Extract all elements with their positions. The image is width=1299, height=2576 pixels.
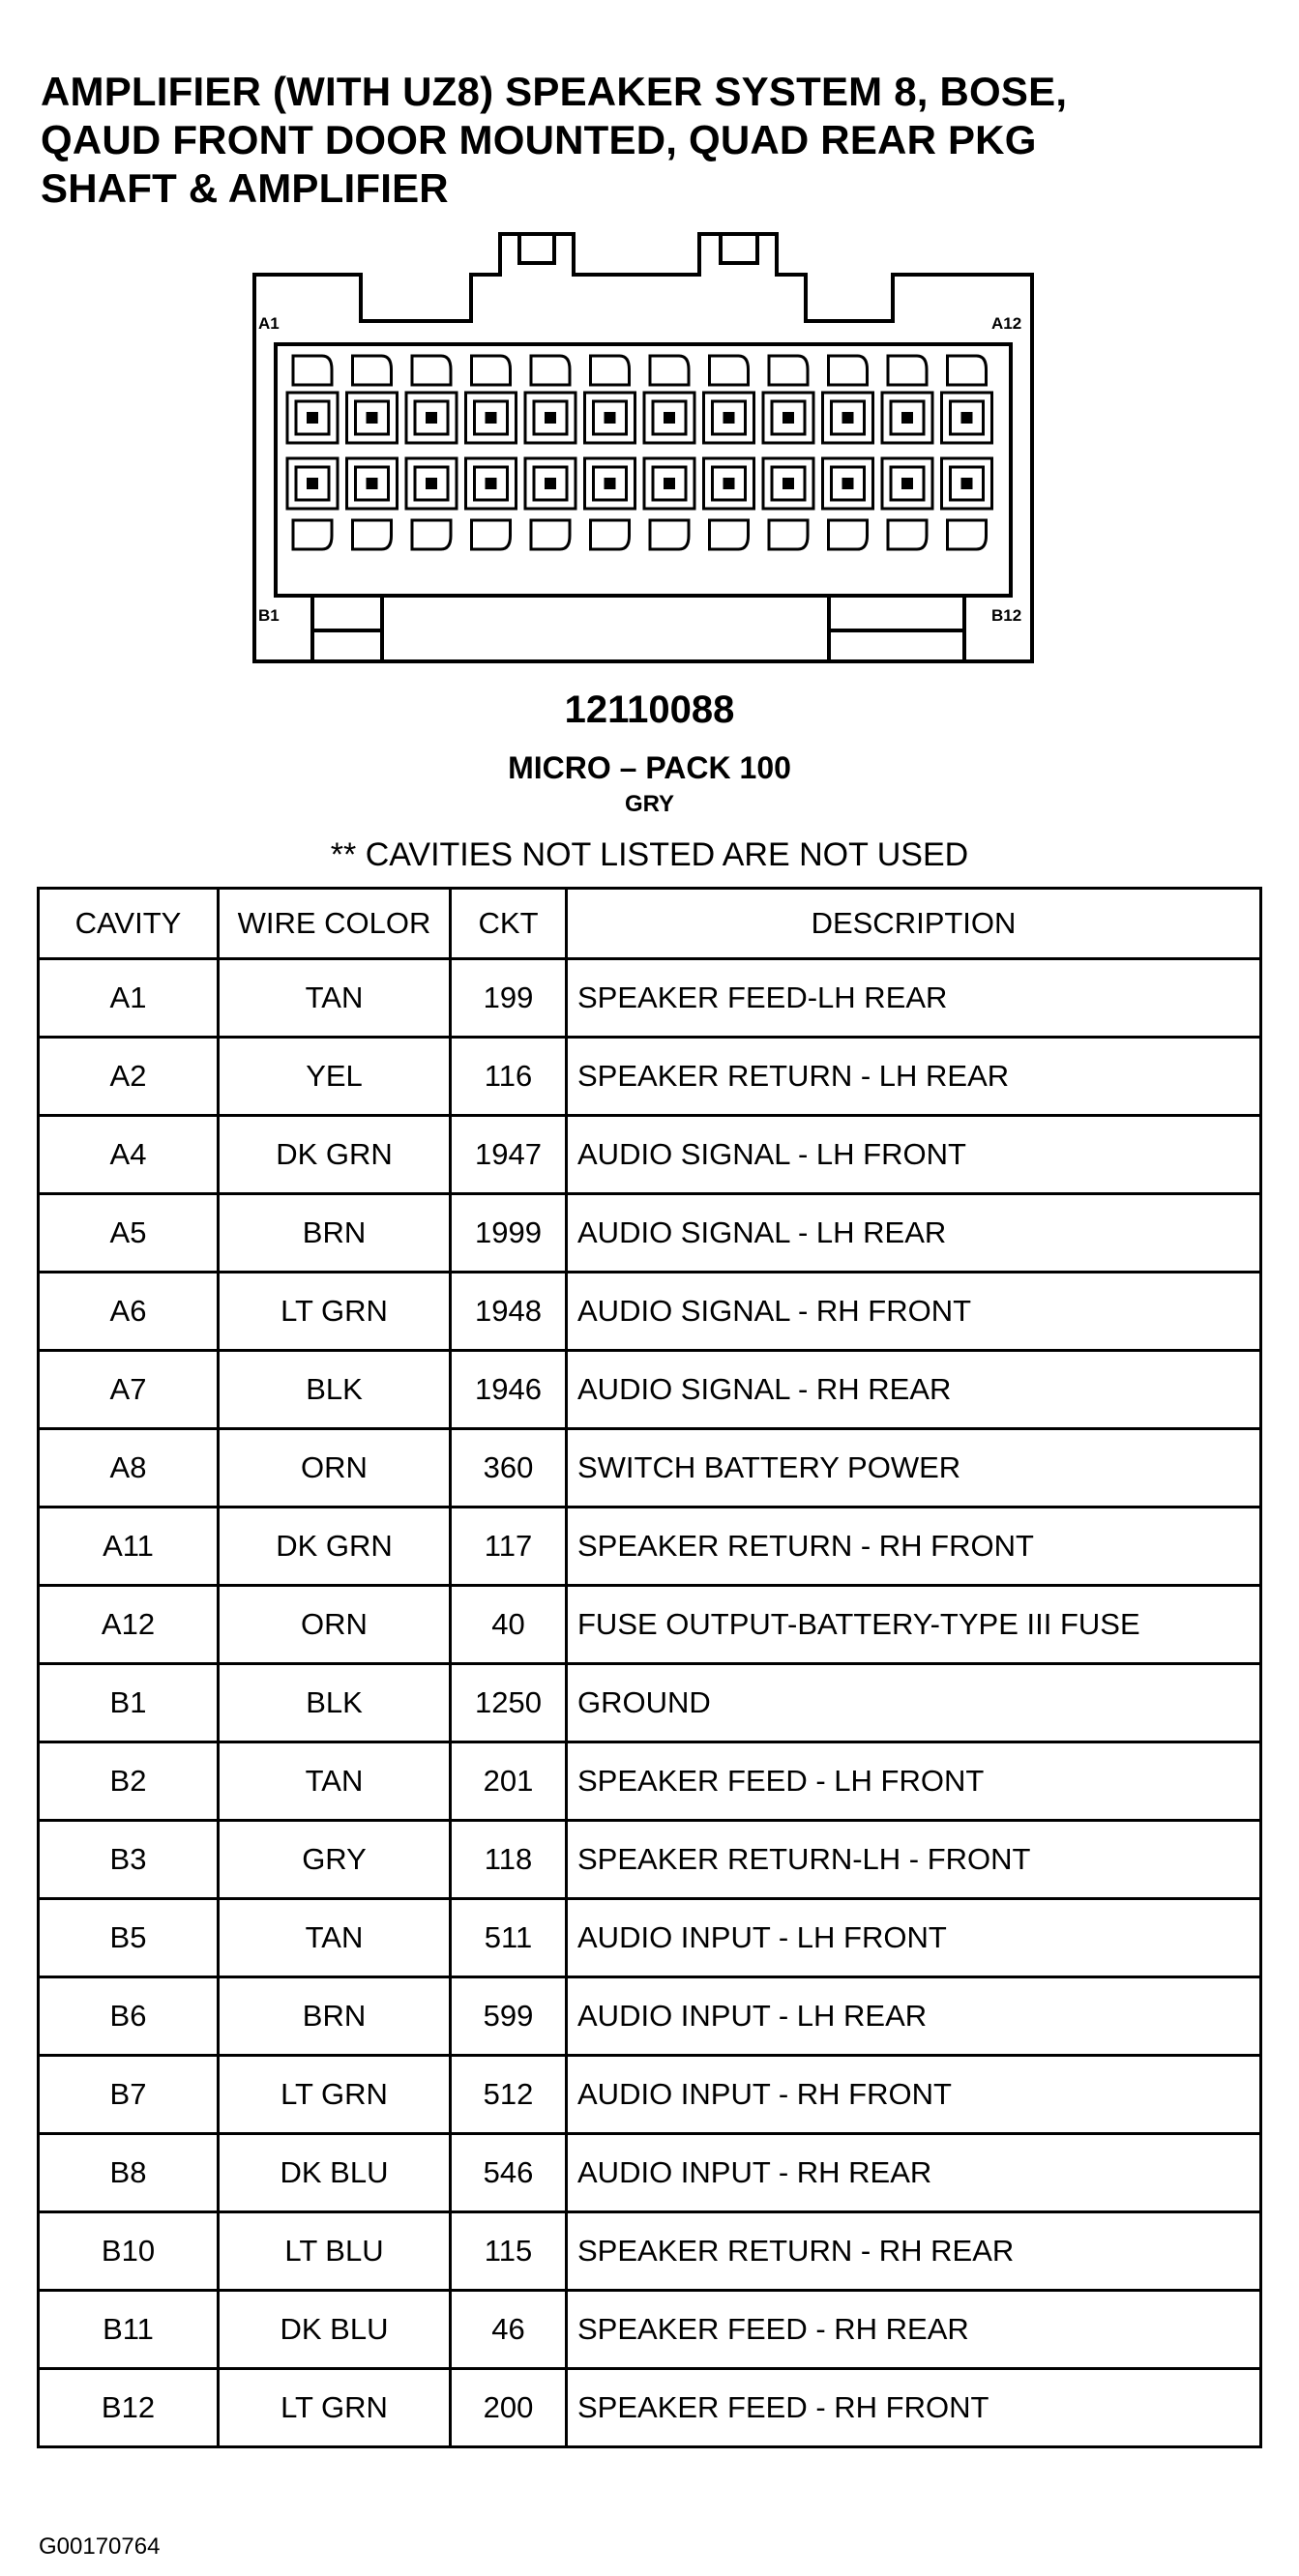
- cell-ckt: 512: [451, 2056, 567, 2134]
- terminal-a-pin: [545, 412, 556, 424]
- header-description: DESCRIPTION: [567, 889, 1261, 959]
- cell-ckt: 201: [451, 1742, 567, 1821]
- bottom-key-right: [829, 596, 964, 661]
- title-line: QAUD FRONT DOOR MOUNTED, QUAD REAR PKG: [41, 117, 1037, 162]
- cell-cavity: B1: [39, 1664, 219, 1742]
- cell-description: AUDIO SIGNAL - RH FRONT: [567, 1273, 1261, 1351]
- cell-description: AUDIO INPUT - RH FRONT: [567, 2056, 1261, 2134]
- cell-ckt: 1250: [451, 1664, 567, 1742]
- terminal-a-pin: [307, 412, 318, 424]
- table-row: [39, 1821, 1261, 1899]
- cell-cavity: A8: [39, 1429, 219, 1508]
- cell-cavity: A5: [39, 1194, 219, 1273]
- terminal-a-pin: [782, 412, 794, 424]
- cell-wire-color: DK BLU: [219, 2134, 451, 2212]
- pinout-table: [37, 887, 1262, 2448]
- cell-ckt: 200: [451, 2369, 567, 2447]
- cell-ckt: 46: [451, 2291, 567, 2369]
- cell-ckt: 116: [451, 1038, 567, 1116]
- terminal-b-pin: [782, 478, 794, 489]
- cell-ckt: 546: [451, 2134, 567, 2212]
- cell-wire-color: DK BLU: [219, 2291, 451, 2369]
- cell-wire-color: TAN: [219, 1742, 451, 1821]
- terminal-latch-top: [293, 356, 332, 385]
- label-a12: A12: [991, 314, 1022, 333]
- cell-ckt: 1947: [451, 1116, 567, 1194]
- figure-id: G00170764: [39, 2533, 161, 2560]
- header-wire-color: WIRE COLOR: [219, 889, 451, 959]
- terminal-latch-top: [769, 356, 808, 385]
- cell-description: AUDIO INPUT - LH REAR: [567, 1977, 1261, 2056]
- cell-cavity: A12: [39, 1586, 219, 1664]
- terminal-latch-bottom: [888, 520, 927, 549]
- terminal-b-pin: [367, 478, 378, 489]
- connector-face-drawing: [247, 215, 1049, 669]
- terminal-latch-top: [472, 356, 511, 385]
- cell-cavity: B5: [39, 1899, 219, 1977]
- cell-description: SPEAKER FEED - LH FRONT: [567, 1742, 1261, 1821]
- cell-cavity: B8: [39, 2134, 219, 2212]
- cell-cavity: A2: [39, 1038, 219, 1116]
- terminal-latch-top: [591, 356, 630, 385]
- label-b1: B1: [258, 606, 280, 625]
- cell-description: SPEAKER FEED - RH REAR: [567, 2291, 1261, 2369]
- cell-cavity: B11: [39, 2291, 219, 2369]
- diagram-title: [41, 68, 1259, 213]
- table-row: [39, 2134, 1261, 2212]
- cell-ckt: 40: [451, 1586, 567, 1664]
- latch-right: [721, 234, 757, 263]
- table-row: [39, 1116, 1261, 1194]
- cell-cavity: B12: [39, 2369, 219, 2447]
- label-b12: B12: [991, 606, 1022, 625]
- cell-description: AUDIO SIGNAL - RH REAR: [567, 1351, 1261, 1429]
- title-line: SHAFT & AMPLIFIER: [41, 165, 449, 211]
- cell-description: SPEAKER RETURN - RH FRONT: [567, 1508, 1261, 1586]
- terminal-b-pin: [426, 478, 437, 489]
- cell-description: AUDIO INPUT - RH REAR: [567, 2134, 1261, 2212]
- cell-description: AUDIO SIGNAL - LH REAR: [567, 1194, 1261, 1273]
- cell-wire-color: LT GRN: [219, 2369, 451, 2447]
- title-line: AMPLIFIER (WITH UZ8) SPEAKER SYSTEM 8, BOSE,: [41, 69, 1068, 114]
- cell-cavity: B6: [39, 1977, 219, 2056]
- terminal-latch-top: [829, 356, 868, 385]
- table-row: [39, 1038, 1261, 1116]
- cell-wire-color: DK GRN: [219, 1508, 451, 1586]
- cell-wire-color: LT GRN: [219, 2056, 451, 2134]
- cell-wire-color: LT GRN: [219, 1273, 451, 1351]
- cell-description: AUDIO INPUT - LH FRONT: [567, 1899, 1261, 1977]
- terminal-latch-top: [353, 356, 392, 385]
- cell-wire-color: BRN: [219, 1977, 451, 2056]
- cell-wire-color: ORN: [219, 1429, 451, 1508]
- cell-ckt: 599: [451, 1977, 567, 2056]
- table-header-row: [39, 889, 1261, 959]
- cell-cavity: A7: [39, 1351, 219, 1429]
- terminal-latch-bottom: [710, 520, 749, 549]
- terminal-b-pin: [545, 478, 556, 489]
- table-row: [39, 2291, 1261, 2369]
- table-row: [39, 1977, 1261, 2056]
- terminal-latch-bottom: [591, 520, 630, 549]
- cell-ckt: 1946: [451, 1351, 567, 1429]
- terminal-b-pin: [961, 478, 973, 489]
- terminal-a-pin: [664, 412, 675, 424]
- terminal-a-pin: [961, 412, 973, 424]
- cell-description: SWITCH BATTERY POWER: [567, 1429, 1261, 1508]
- terminal-latch-bottom: [293, 520, 332, 549]
- latch-left: [519, 234, 554, 263]
- connector-type: MICRO – PACK 100: [508, 750, 791, 785]
- cell-wire-color: LT BLU: [219, 2212, 451, 2291]
- table-row: [39, 1742, 1261, 1821]
- cell-description: SPEAKER RETURN - LH REAR: [567, 1038, 1261, 1116]
- table-row: [39, 1351, 1261, 1429]
- header-cavity: CAVITY: [39, 889, 219, 959]
- cell-cavity: A11: [39, 1508, 219, 1586]
- cell-wire-color: YEL: [219, 1038, 451, 1116]
- terminal-a-pin: [723, 412, 735, 424]
- cell-cavity: B10: [39, 2212, 219, 2291]
- terminal-b-pin: [723, 478, 735, 489]
- cell-wire-color: ORN: [219, 1586, 451, 1664]
- terminal-latch-top: [710, 356, 749, 385]
- table-row: [39, 959, 1261, 1038]
- terminal-a-pin: [842, 412, 854, 424]
- unused-cavities-note: ** CAVITIES NOT LISTED ARE NOT USED: [330, 836, 969, 873]
- cell-wire-color: GRY: [219, 1821, 451, 1899]
- cell-cavity: A1: [39, 959, 219, 1038]
- terminal-latch-bottom: [531, 520, 570, 549]
- terminal-latch-bottom: [948, 520, 987, 549]
- cell-description: AUDIO SIGNAL - LH FRONT: [567, 1116, 1261, 1194]
- cell-ckt: 117: [451, 1508, 567, 1586]
- connector-part-number: 12110088: [564, 688, 735, 731]
- label-a1: A1: [258, 314, 280, 333]
- cell-wire-color: DK GRN: [219, 1116, 451, 1194]
- cell-ckt: 1948: [451, 1273, 567, 1351]
- cell-ckt: 118: [451, 1821, 567, 1899]
- cell-ckt: 360: [451, 1429, 567, 1508]
- cell-cavity: A6: [39, 1273, 219, 1351]
- terminal-latch-top: [888, 356, 927, 385]
- terminal-latch-bottom: [650, 520, 689, 549]
- cell-wire-color: BLK: [219, 1351, 451, 1429]
- cell-ckt: 511: [451, 1899, 567, 1977]
- table-row: [39, 1429, 1261, 1508]
- header-ckt: CKT: [451, 889, 567, 959]
- terminal-b-pin: [842, 478, 854, 489]
- table-row: [39, 1508, 1261, 1586]
- table-row: [39, 2056, 1261, 2134]
- table-row: [39, 2212, 1261, 2291]
- bottom-key-left: [312, 596, 382, 661]
- terminal-latch-top: [948, 356, 987, 385]
- cell-cavity: B7: [39, 2056, 219, 2134]
- terminal-b-pin: [605, 478, 616, 489]
- terminal-latch-top: [650, 356, 689, 385]
- cell-description: SPEAKER FEED-LH REAR: [567, 959, 1261, 1038]
- cell-ckt: 199: [451, 959, 567, 1038]
- cell-description: GROUND: [567, 1664, 1261, 1742]
- terminal-a-pin: [486, 412, 497, 424]
- terminal-latch-bottom: [769, 520, 808, 549]
- terminal-b-pin: [307, 478, 318, 489]
- table-row: [39, 1586, 1261, 1664]
- terminal-b-pin: [664, 478, 675, 489]
- terminal-latch-bottom: [353, 520, 392, 549]
- terminal-a-pin: [605, 412, 616, 424]
- terminal-b-pin: [901, 478, 913, 489]
- terminal-latch-bottom: [412, 520, 451, 549]
- cell-cavity: B2: [39, 1742, 219, 1821]
- terminal-latch-bottom: [472, 520, 511, 549]
- cell-description: SPEAKER FEED - RH FRONT: [567, 2369, 1261, 2447]
- terminal-latch-bottom: [829, 520, 868, 549]
- cell-description: SPEAKER RETURN-LH - FRONT: [567, 1821, 1261, 1899]
- terminal-latch-top: [531, 356, 570, 385]
- cell-wire-color: BRN: [219, 1194, 451, 1273]
- table-row: [39, 2369, 1261, 2447]
- terminal-a-pin: [426, 412, 437, 424]
- table-row: [39, 1273, 1261, 1351]
- cell-description: FUSE OUTPUT-BATTERY-TYPE III FUSE: [567, 1586, 1261, 1664]
- cell-wire-color: TAN: [219, 959, 451, 1038]
- table-row: [39, 1664, 1261, 1742]
- table-row: [39, 1899, 1261, 1977]
- table-row: [39, 1194, 1261, 1273]
- terminal-a-pin: [367, 412, 378, 424]
- cell-cavity: B3: [39, 1821, 219, 1899]
- cell-ckt: 115: [451, 2212, 567, 2291]
- cell-ckt: 1999: [451, 1194, 567, 1273]
- terminal-latch-top: [412, 356, 451, 385]
- cell-wire-color: BLK: [219, 1664, 451, 1742]
- terminal-b-pin: [486, 478, 497, 489]
- terminal-a-pin: [901, 412, 913, 424]
- cell-wire-color: TAN: [219, 1899, 451, 1977]
- cell-description: SPEAKER RETURN - RH REAR: [567, 2212, 1261, 2291]
- connector-color: GRY: [624, 791, 675, 817]
- cell-cavity: A4: [39, 1116, 219, 1194]
